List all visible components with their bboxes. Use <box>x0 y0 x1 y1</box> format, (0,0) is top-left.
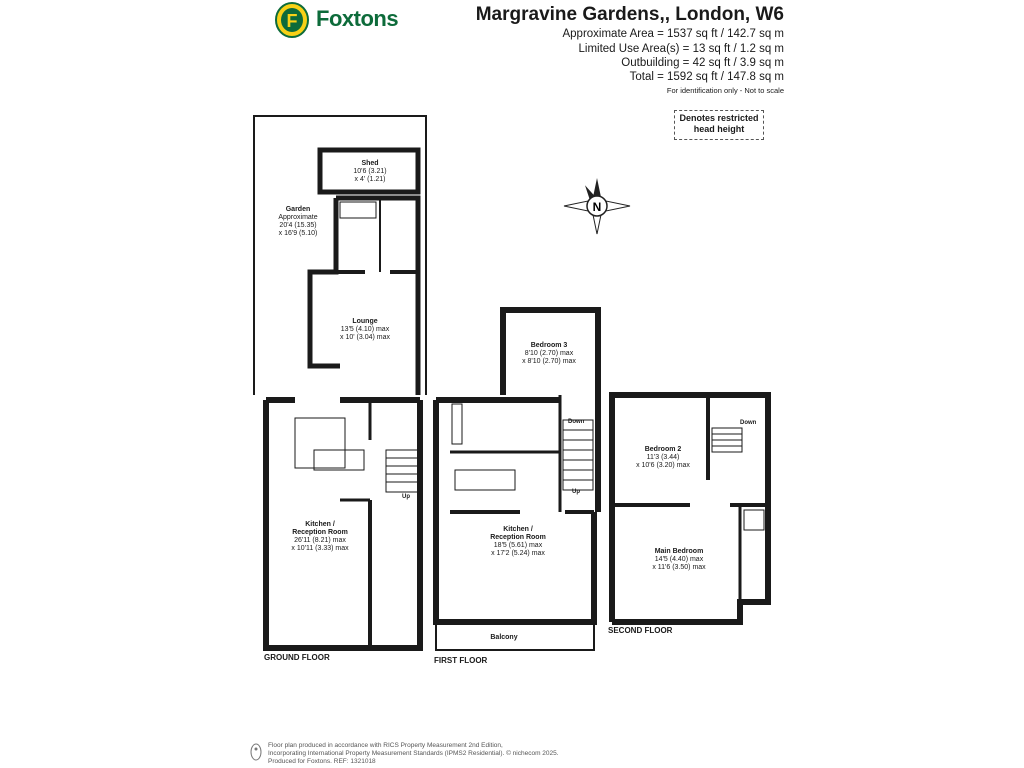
lounge-name: Lounge <box>352 318 378 325</box>
room-shed <box>340 160 400 184</box>
room-lounge <box>330 318 400 342</box>
main-bedroom-dim2: x 11'6 (3.50) max <box>652 564 706 571</box>
first-stair-up: Up <box>572 489 580 495</box>
room-first-kitchen <box>478 526 558 558</box>
room-main-bedroom <box>644 548 714 572</box>
first-floor-label: FIRST FLOOR <box>434 656 488 665</box>
scale-note: For identification only - Not to scale <box>666 86 784 95</box>
svg-text:F: F <box>286 11 298 31</box>
room-ground-kitchen <box>280 521 360 553</box>
brand-name: Foxtons <box>316 6 399 31</box>
balcony-label: Balcony <box>490 634 518 641</box>
svg-text:N: N <box>592 200 602 214</box>
garden-name: Garden <box>285 206 311 213</box>
footer-line3: Produced for Foxtons. REF: 1321018 <box>268 758 376 765</box>
limited-use-area: Limited Use Area(s) = 13 sq ft / 1.2 sq m <box>578 43 784 55</box>
bedroom2-dim2: x 10'6 (3.20) max <box>636 462 690 469</box>
garden-approx: Approximate <box>278 214 318 221</box>
lounge-dim2: x 10' (3.04) max <box>340 334 390 341</box>
restricted-label-line1: Denotes restricted <box>679 113 759 123</box>
property-title: Margravine Gardens,, London, W6 <box>475 4 784 25</box>
ground-kitchen-dim2: x 10'11 (3.33) max <box>291 545 349 552</box>
main-bedroom-dim1: 14'5 (4.40) max <box>654 556 704 563</box>
footer-line1: Floor plan produced in accordance with RICS Property Measurement 2nd Edition, <box>268 742 503 749</box>
first-kitchen-name1: Kitchen / <box>503 526 533 533</box>
restricted-label-line2: head height <box>693 124 745 134</box>
footer-notes <box>268 742 559 766</box>
outbuilding-area: Outbuilding = 42 sq ft / 3.9 sq m <box>621 57 784 69</box>
bedroom3-dim1: 8'10 (2.70) max <box>524 350 574 357</box>
first-kitchen-dim2: x 17'2 (5.24) max <box>491 550 545 557</box>
garden-dim2: x 16'9 (5.10) <box>278 230 318 237</box>
lounge-dim1: 13'5 (4.10) max <box>340 326 390 333</box>
nichecom-mark-icon <box>250 742 262 762</box>
first-kitchen-name2: Reception Room <box>490 534 546 541</box>
approx-area: Approximate Area = 1537 sq ft / 142.7 sq m <box>562 28 784 40</box>
second-stair-down: Down <box>740 420 757 426</box>
ground-stair-up: Up <box>402 494 410 500</box>
shed-name: Shed <box>361 160 379 167</box>
garden-boundary <box>254 116 426 395</box>
bedroom3-name: Bedroom 3 <box>530 342 568 349</box>
shed-dim1: 10'6 (3.21) <box>353 168 387 175</box>
main-bedroom-name: Main Bedroom <box>654 548 704 555</box>
ground-kitchen-name1: Kitchen / <box>305 521 335 528</box>
room-garden <box>268 206 328 238</box>
ground-kitchen-dim1: 26'11 (8.21) max <box>294 537 346 544</box>
second-floor-label: SECOND FLOOR <box>608 626 673 635</box>
bedroom3-dim2: x 8'10 (2.70) max <box>522 358 576 365</box>
shed-dim2: x 4' (1.21) <box>354 176 386 183</box>
garden-dim1: 20'4 (15.35) <box>279 222 317 229</box>
room-bedroom2 <box>628 446 698 470</box>
footer-line2: Incorporating International Property Measurement Standards (IPMS2 Residential). © nichecom 2025. <box>268 750 559 757</box>
room-bedroom3 <box>514 342 584 366</box>
ground-kitchen-name2: Reception Room <box>292 529 348 536</box>
first-stair-down: Down <box>568 419 585 425</box>
total-area: Total = 1592 sq ft / 147.8 sq m <box>629 71 784 83</box>
ground-floor-label: GROUND FLOOR <box>264 653 330 662</box>
bedroom2-name: Bedroom 2 <box>644 446 682 453</box>
first-kitchen-dim1: 18'5 (5.61) max <box>493 542 543 549</box>
bedroom2-dim1: 11'3 (3.44) <box>646 454 680 461</box>
